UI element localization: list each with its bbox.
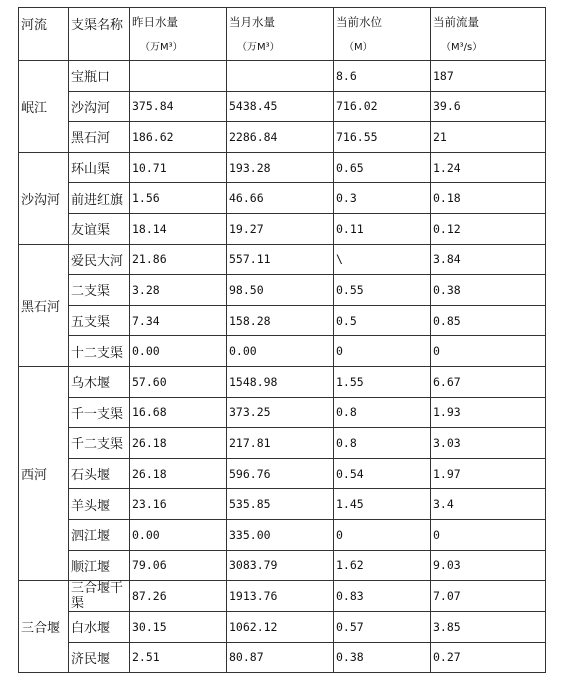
table-row [19,489,546,520]
table-row [19,428,546,459]
month-value-cell: 46.66 [227,183,334,214]
table-row [19,458,546,489]
level-value-cell: 0.8 [334,397,431,428]
yesterday-value-cell: 87.26 [130,581,227,612]
yesterday-value-cell: 18.14 [130,213,227,244]
month-value-cell: 1062.12 [227,612,334,643]
header-yesterday-unit: （万M³） [140,42,183,53]
table-row [19,305,546,336]
level-value-cell: 0.11 [334,213,431,244]
flow-value-cell: 9.03 [431,550,546,581]
yesterday-value-cell: 21.86 [130,244,227,275]
month-value-cell: 535.85 [227,489,334,520]
flow-value-cell: 0.12 [431,213,546,244]
yesterday-value-cell: 79.06 [130,550,227,581]
yesterday-value-cell: 1.56 [130,183,227,214]
yesterday-value-cell: 2.51 [130,642,227,673]
header-month-volume [227,8,334,61]
table-row [19,61,546,92]
level-value-cell: 716.02 [334,91,431,122]
yesterday-value-cell: 7.34 [130,305,227,336]
river-name-cell: 黑石河 [19,244,69,366]
yesterday-value-cell: 186.62 [130,122,227,153]
level-value-cell: 1.45 [334,489,431,520]
yesterday-value-cell: 0.00 [130,519,227,550]
table-row [19,152,546,183]
yesterday-value-cell: 16.68 [130,397,227,428]
level-value-cell: 0.55 [334,275,431,306]
month-value-cell: 2286.84 [227,122,334,153]
yesterday-value-cell: 26.18 [130,428,227,459]
table-row [19,122,546,153]
header-flow-unit: （M³/s） [441,42,483,53]
table-row [19,366,546,397]
table-row [19,183,546,214]
yesterday-value-cell: 30.15 [130,612,227,643]
level-value-cell: 716.55 [334,122,431,153]
flow-value-cell: 0.38 [431,275,546,306]
table-row [19,581,546,612]
flow-value-cell: 3.4 [431,489,546,520]
month-value-cell: 596.76 [227,458,334,489]
channel-name-cell: 十二支渠 [69,336,130,367]
channel-name-cell: 五支渠 [69,305,130,336]
month-value-cell: 557.11 [227,244,334,275]
level-value-cell: 0.57 [334,612,431,643]
level-value-cell: 0.83 [334,581,431,612]
flow-value-cell: 0 [431,336,546,367]
month-value-cell: 5438.45 [227,91,334,122]
flow-value-cell: 187 [431,61,546,92]
table-row [19,336,546,367]
channel-name-cell: 宝瓶口 [69,61,130,92]
table-row [19,275,546,306]
yesterday-value-cell [130,61,227,92]
flow-value-cell: 0.18 [431,183,546,214]
channel-name-cell: 羊头堰 [69,489,130,520]
channel-name-cell: 千二支渠 [69,428,130,459]
yesterday-value-cell: 375.84 [130,91,227,122]
channel-name-cell: 沙沟河 [69,91,130,122]
channel-name-cell: 二支渠 [69,275,130,306]
month-value-cell: 217.81 [227,428,334,459]
month-value-cell: 19.27 [227,213,334,244]
month-value-cell: 0.00 [227,336,334,367]
channel-name-cell: 千一支渠 [69,397,130,428]
header-yesterday-volume [130,8,227,61]
channel-name-cell: 友谊渠 [69,213,130,244]
level-value-cell: 0.38 [334,642,431,673]
channel-name-cell: 爱民大河 [69,244,130,275]
channel-name-cell: 乌木堰 [69,366,130,397]
header-flow-rate [431,8,546,61]
month-value-cell: 158.28 [227,305,334,336]
river-name-cell: 沙沟河 [19,152,69,244]
river-name-cell: 三合堰 [19,581,69,673]
level-value-cell: 1.62 [334,550,431,581]
channel-name-cell: 白水堰 [69,612,130,643]
yesterday-value-cell: 26.18 [130,458,227,489]
flow-value-cell: 3.84 [431,244,546,275]
flow-value-cell: 0.27 [431,642,546,673]
level-value-cell: 1.55 [334,366,431,397]
header-flow-label: 当前流量 [433,15,479,29]
table-row [19,213,546,244]
channel-name-cell: 泗江堰 [69,519,130,550]
header-river: 河流 [19,8,69,61]
month-value-cell: 1913.76 [227,581,334,612]
table-row [19,519,546,550]
channel-name-cell: 环山渠 [69,152,130,183]
flow-value-cell: 1.97 [431,458,546,489]
channel-name-cell: 前进红旗 [69,183,130,214]
yesterday-value-cell: 57.60 [130,366,227,397]
channel-name-cell: 石头堰 [69,458,130,489]
month-value-cell: 373.25 [227,397,334,428]
flow-value-cell: 6.67 [431,366,546,397]
flow-value-cell: 1.24 [431,152,546,183]
yesterday-value-cell: 10.71 [130,152,227,183]
header-yesterday-label: 昨日水量 [132,15,178,29]
level-value-cell: 0.8 [334,428,431,459]
header-month-label: 当月水量 [229,15,275,29]
header-level-label: 当前水位 [336,15,382,29]
flow-value-cell: 39.6 [431,91,546,122]
flow-value-cell: 0.85 [431,305,546,336]
level-value-cell: 0.3 [334,183,431,214]
level-value-cell: 0 [334,519,431,550]
level-value-cell: 8.6 [334,61,431,92]
yesterday-value-cell: 3.28 [130,275,227,306]
header-level-unit: （M） [344,42,373,53]
month-value-cell: 3083.79 [227,550,334,581]
table-row [19,244,546,275]
flow-value-cell: 7.07 [431,581,546,612]
table-row [19,642,546,673]
month-value-cell: 193.28 [227,152,334,183]
table-row [19,612,546,643]
yesterday-value-cell: 23.16 [130,489,227,520]
table-row [19,550,546,581]
river-name-cell: 西河 [19,366,69,580]
yesterday-value-cell: 0.00 [130,336,227,367]
water-data-table [18,7,546,673]
flow-value-cell: 1.93 [431,397,546,428]
level-value-cell: 0.54 [334,458,431,489]
channel-name-cell: 三合堰干渠 [69,581,130,612]
channel-name-cell: 顺江堰 [69,550,130,581]
level-value-cell: 0.65 [334,152,431,183]
table-row [19,397,546,428]
flow-value-cell: 3.03 [431,428,546,459]
channel-name-cell: 黑石河 [69,122,130,153]
channel-name-cell: 济民堰 [69,642,130,673]
month-value-cell [227,61,334,92]
level-value-cell: 0 [334,336,431,367]
level-value-cell: \ [334,244,431,275]
river-name-cell: 岷江 [19,61,69,153]
month-value-cell: 80.87 [227,642,334,673]
table-row [19,91,546,122]
header-channel-name: 支渠名称 [69,8,130,61]
month-value-cell: 335.00 [227,519,334,550]
header-water-level [334,8,431,61]
header-month-unit: （万M³） [237,42,280,53]
flow-value-cell: 3.85 [431,612,546,643]
flow-value-cell: 0 [431,519,546,550]
month-value-cell: 1548.98 [227,366,334,397]
level-value-cell: 0.5 [334,305,431,336]
flow-value-cell: 21 [431,122,546,153]
header-row [19,8,546,61]
month-value-cell: 98.50 [227,275,334,306]
